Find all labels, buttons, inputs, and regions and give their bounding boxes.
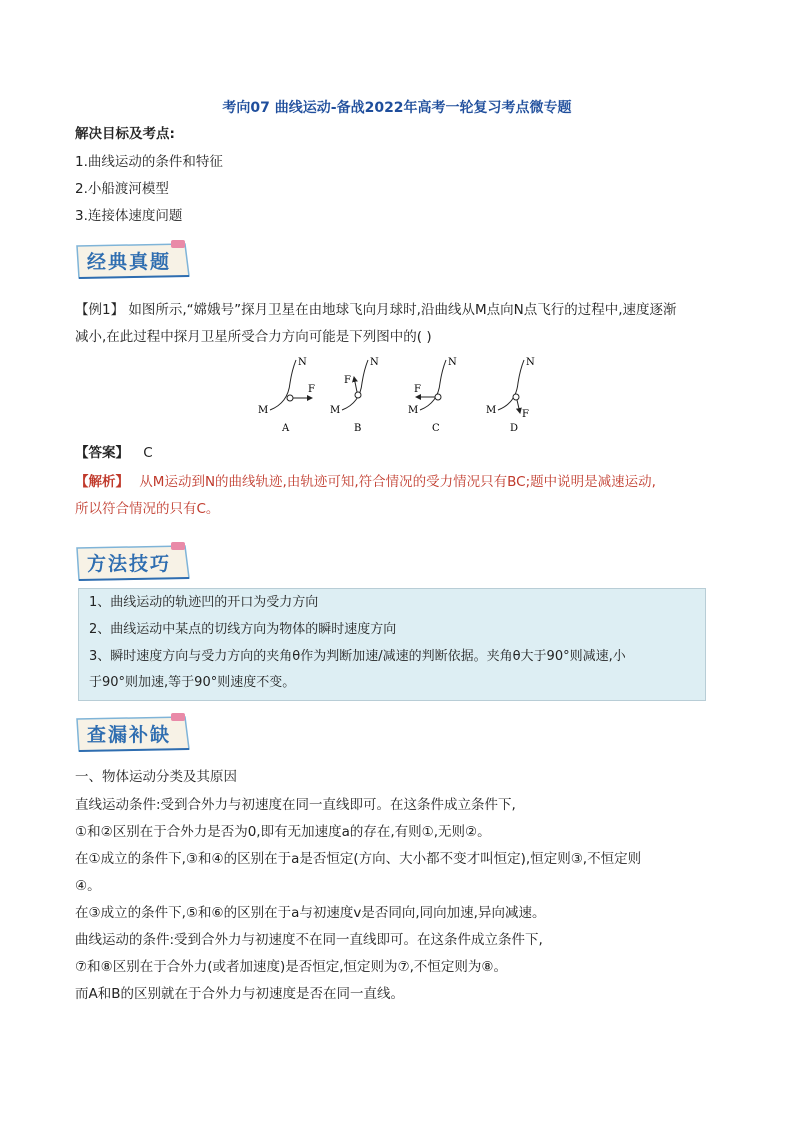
label-f: F	[308, 384, 315, 395]
review-line: ⑦和⑧区别在于合外力(或者加速度)是否恒定,恒定则为⑦,不恒定则为⑧。	[75, 959, 508, 975]
tip-item: 2、曲线运动中某点的切线方向为物体的瞬时速度方向	[89, 622, 397, 637]
analysis-tag: 【解析】	[75, 474, 129, 490]
review-heading: 一、物体运动分类及其原因	[75, 769, 237, 785]
figure-panel-d	[486, 357, 535, 434]
goal-item: 3.连接体速度问题	[75, 208, 183, 224]
page-title: 考向07 曲线运动-备战2022年高考一轮复习考点微专题	[222, 100, 572, 116]
clip-icon	[171, 713, 185, 721]
answer-line	[75, 443, 153, 463]
goals-heading: 解决目标及考点:	[75, 126, 175, 142]
label-f: F	[414, 384, 421, 395]
label-n: N	[526, 357, 535, 368]
figure-panel-c	[408, 357, 457, 434]
label-m: M	[258, 405, 269, 416]
review-line: 在③成立的条件下,⑤和⑥的区别在于a与初速度v是否同向,同向加速,异向减速。	[75, 905, 546, 921]
review-line: ④。	[75, 878, 101, 894]
panel-label-a: A	[282, 423, 290, 434]
tips-box	[78, 588, 706, 701]
label-n: N	[448, 357, 457, 368]
figure-panel-a	[258, 357, 315, 434]
analysis-text-1: 从M运动到N的曲线轨迹,由轨迹可知,符合情况的受力情况只有BC;题中说明是减速运动,	[139, 474, 656, 490]
example-tag: 【例1】	[75, 302, 125, 318]
panel-label-b: B	[354, 423, 362, 434]
example-line-2: 减小,在此过程中探月卫星所受合力方向可能是下列图中的( )	[75, 329, 432, 345]
banner-method	[73, 542, 193, 582]
review-line: 曲线运动的条件:受到合外力与初速度不在同一直线即可。在这条件成立条件下,	[75, 932, 543, 948]
tip-item: 1、曲线运动的轨迹凹的开口为受力方向	[89, 595, 319, 610]
example-line-1	[75, 300, 677, 320]
banner-review	[73, 713, 193, 753]
review-line: ①和②区别在于合外力是否为0,即有无加速度a的存在,有则①,无则②。	[75, 824, 491, 840]
clip-icon	[171, 240, 185, 248]
label-m: M	[408, 405, 419, 416]
goal-item: 2.小船渡河模型	[75, 181, 169, 197]
clip-icon	[171, 542, 185, 550]
label-n: N	[298, 357, 307, 368]
review-line: 而A和B的区别就在于合外力与初速度是否在同一直线。	[75, 986, 404, 1002]
banner-label: 经典真题	[87, 251, 172, 273]
label-n: N	[370, 357, 379, 368]
goal-item: 1.曲线运动的条件和特征	[75, 154, 223, 170]
banner-label: 方法技巧	[87, 553, 172, 575]
analysis-line-2: 所以符合情况的只有C。	[75, 501, 220, 517]
panel-label-c: C	[432, 423, 440, 434]
figure-panel-b	[330, 357, 379, 434]
review-line: 直线运动条件:受到合外力与初速度在同一直线即可。在这条件成立条件下,	[75, 797, 516, 813]
answer-value: C	[143, 445, 153, 461]
label-f: F	[344, 375, 351, 386]
label-m: M	[486, 405, 497, 416]
panel-label-d: D	[510, 423, 519, 434]
label-f: F	[522, 409, 529, 420]
review-line: 在①成立的条件下,③和④的区别在于a是否恒定(方向、大小都不变才叫恒定),恒定则③,不恒定则	[75, 851, 642, 867]
tip-item: 3、瞬时速度方向与受力方向的夹角θ作为判断加速/减速的判断依据。夹角θ大于90°则减速,小	[89, 649, 626, 664]
trajectory-figure	[250, 355, 550, 435]
tip-item: 于90°则加速,等于90°则速度不变。	[89, 675, 296, 690]
banner-label: 查漏补缺	[87, 724, 172, 746]
analysis-line-1	[75, 472, 656, 492]
example-text-1: 如图所示,“嫦娥号”探月卫星在由地球飞向月球时,沿曲线从M点向N点飞行的过程中,速度逐渐	[128, 302, 677, 318]
answer-tag: 【答案】	[75, 445, 129, 461]
banner-classic	[73, 240, 193, 280]
label-m: M	[330, 405, 341, 416]
